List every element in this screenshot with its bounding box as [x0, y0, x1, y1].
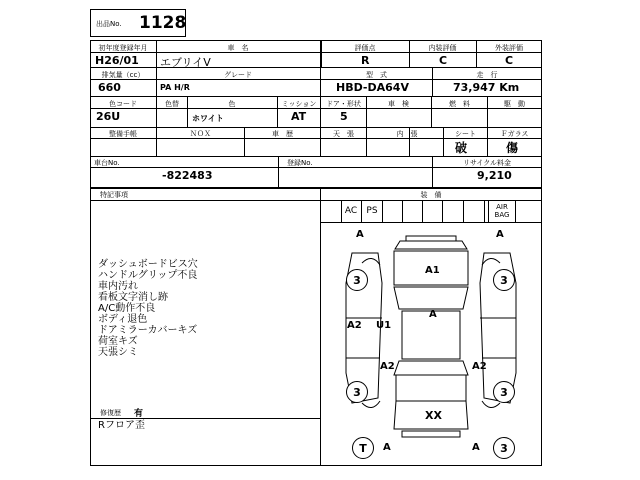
body-color: ホワイト — [192, 114, 224, 123]
registration-label: 登録No. — [287, 159, 313, 167]
rear-left-tire-grade: T — [352, 437, 374, 459]
notes-label: 特記事項 — [100, 191, 128, 199]
note-item: ボディ退色 — [98, 314, 148, 325]
drive-label: 駆 動 — [504, 100, 525, 108]
color-code: 26U — [96, 110, 121, 123]
manual-label: 整備手帳 — [109, 130, 137, 138]
history-label: 車 歴 — [272, 130, 293, 138]
model-label: 型 式 — [366, 71, 387, 79]
front-left-grade: A — [356, 229, 364, 240]
note-item: 看板文字消し跡 — [98, 292, 168, 303]
seat-label: シート — [455, 130, 476, 138]
car-damage-diagram — [322, 223, 540, 466]
grade-label: グレード — [224, 71, 252, 79]
auction-score: R — [361, 54, 370, 67]
rear-gate-grade: XX — [425, 409, 442, 422]
roof-grade: A — [429, 309, 437, 320]
lot-label: 出品No. — [96, 20, 122, 28]
equipment-slot — [383, 200, 403, 222]
chassis-label: 車台No. — [94, 159, 120, 167]
equipment-label: 装 備 — [420, 191, 442, 199]
hood-grade: A1 — [425, 265, 440, 276]
interior-grade-label: 内装評価 — [428, 44, 457, 52]
note-item: 車内汚れ — [98, 281, 138, 292]
year-label: 初年度登録年月 — [98, 44, 148, 52]
first-registration: H26/01 — [95, 54, 139, 67]
notes-list — [98, 259, 198, 358]
score-label: 評価点 — [354, 44, 376, 52]
equipment-slot — [443, 200, 464, 222]
displacement: 660 — [98, 81, 121, 94]
mileage-label: 走 行 — [476, 71, 498, 79]
seat-condition: 破 — [455, 141, 468, 155]
mileage: 73,947 Km — [453, 81, 520, 94]
ceiling-label: 天 張 — [333, 130, 354, 138]
rear-bumper-left-grade: A — [383, 442, 391, 453]
exterior-grade: C — [505, 54, 514, 67]
right-rear-quarter-grade: 3 — [493, 381, 515, 403]
equipment-ac: AC — [341, 200, 362, 222]
equipment-slot — [423, 200, 443, 222]
note-item: ダッシュボードビス穴 — [98, 259, 198, 270]
pillar-grade: U1 — [376, 320, 392, 331]
mission-label: ミッション — [281, 100, 317, 108]
grade: PA H/R — [160, 83, 190, 92]
color-label: 色 — [228, 100, 236, 108]
repair-detail: Rフロア歪 — [98, 420, 145, 431]
equipment-slot — [464, 200, 485, 222]
repair-history-label: 修復歴 — [100, 409, 121, 417]
color-change-label: 色替 — [165, 100, 179, 108]
chassis-number: -822483 — [162, 169, 213, 182]
transmission: AT — [291, 110, 307, 123]
note-item: 天張シミ — [98, 347, 138, 358]
interior-grade: C — [439, 54, 448, 67]
left-front-door-grade: A2 — [347, 320, 362, 331]
color-code-label: 色コード — [109, 100, 137, 108]
note-item: 荷室キズ — [98, 336, 138, 347]
displacement-label: 排気量（cc） — [101, 71, 145, 79]
lot-box — [90, 9, 186, 37]
left-front-fender-grade: 3 — [346, 269, 368, 291]
inner-panel-label: 内 張 — [396, 130, 418, 138]
left-rear-quarter-grade: 3 — [346, 381, 368, 403]
door-count: 5 — [340, 110, 348, 123]
note-item: ハンドルグリップ不良 — [98, 270, 198, 281]
model-code: HBD-DA64V — [336, 81, 409, 94]
equipment-airbag — [489, 200, 516, 222]
inspection-label: 車 検 — [388, 100, 409, 108]
rear-bumper-right-grade: A — [472, 442, 480, 453]
right-rear-door-grade: A2 — [472, 361, 487, 372]
note-item: A/C動作不良 — [98, 303, 156, 314]
door-label: ドア・形状 — [326, 100, 361, 108]
recycle-fee: 9,210 — [477, 169, 512, 182]
left-rear-door-grade: A2 — [380, 361, 395, 372]
front-right-grade: A — [496, 229, 504, 240]
equipment-slot — [403, 200, 423, 222]
car-name: エブリイV — [160, 56, 211, 69]
note-item: ドアミラーカバーキズ — [98, 325, 198, 336]
airbag-text: AIR BAG — [494, 203, 510, 219]
equipment-ps: PS — [362, 200, 383, 222]
recycle-label: リサイクル料金 — [462, 159, 512, 167]
lot-number: 1128 — [139, 13, 187, 33]
right-front-fender-grade: 3 — [493, 269, 515, 291]
glass-label: Ｆガラス — [500, 130, 529, 138]
rear-right-tire-grade: 3 — [493, 437, 515, 459]
name-label: 車 名 — [227, 44, 249, 52]
exterior-grade-label: 外装評価 — [495, 44, 523, 52]
repair-history-value: 有 — [134, 409, 144, 419]
fuel-label: 燃 料 — [449, 100, 470, 108]
glass-condition: 傷 — [506, 141, 519, 155]
nox-label: ＮＯＸ — [190, 130, 211, 138]
